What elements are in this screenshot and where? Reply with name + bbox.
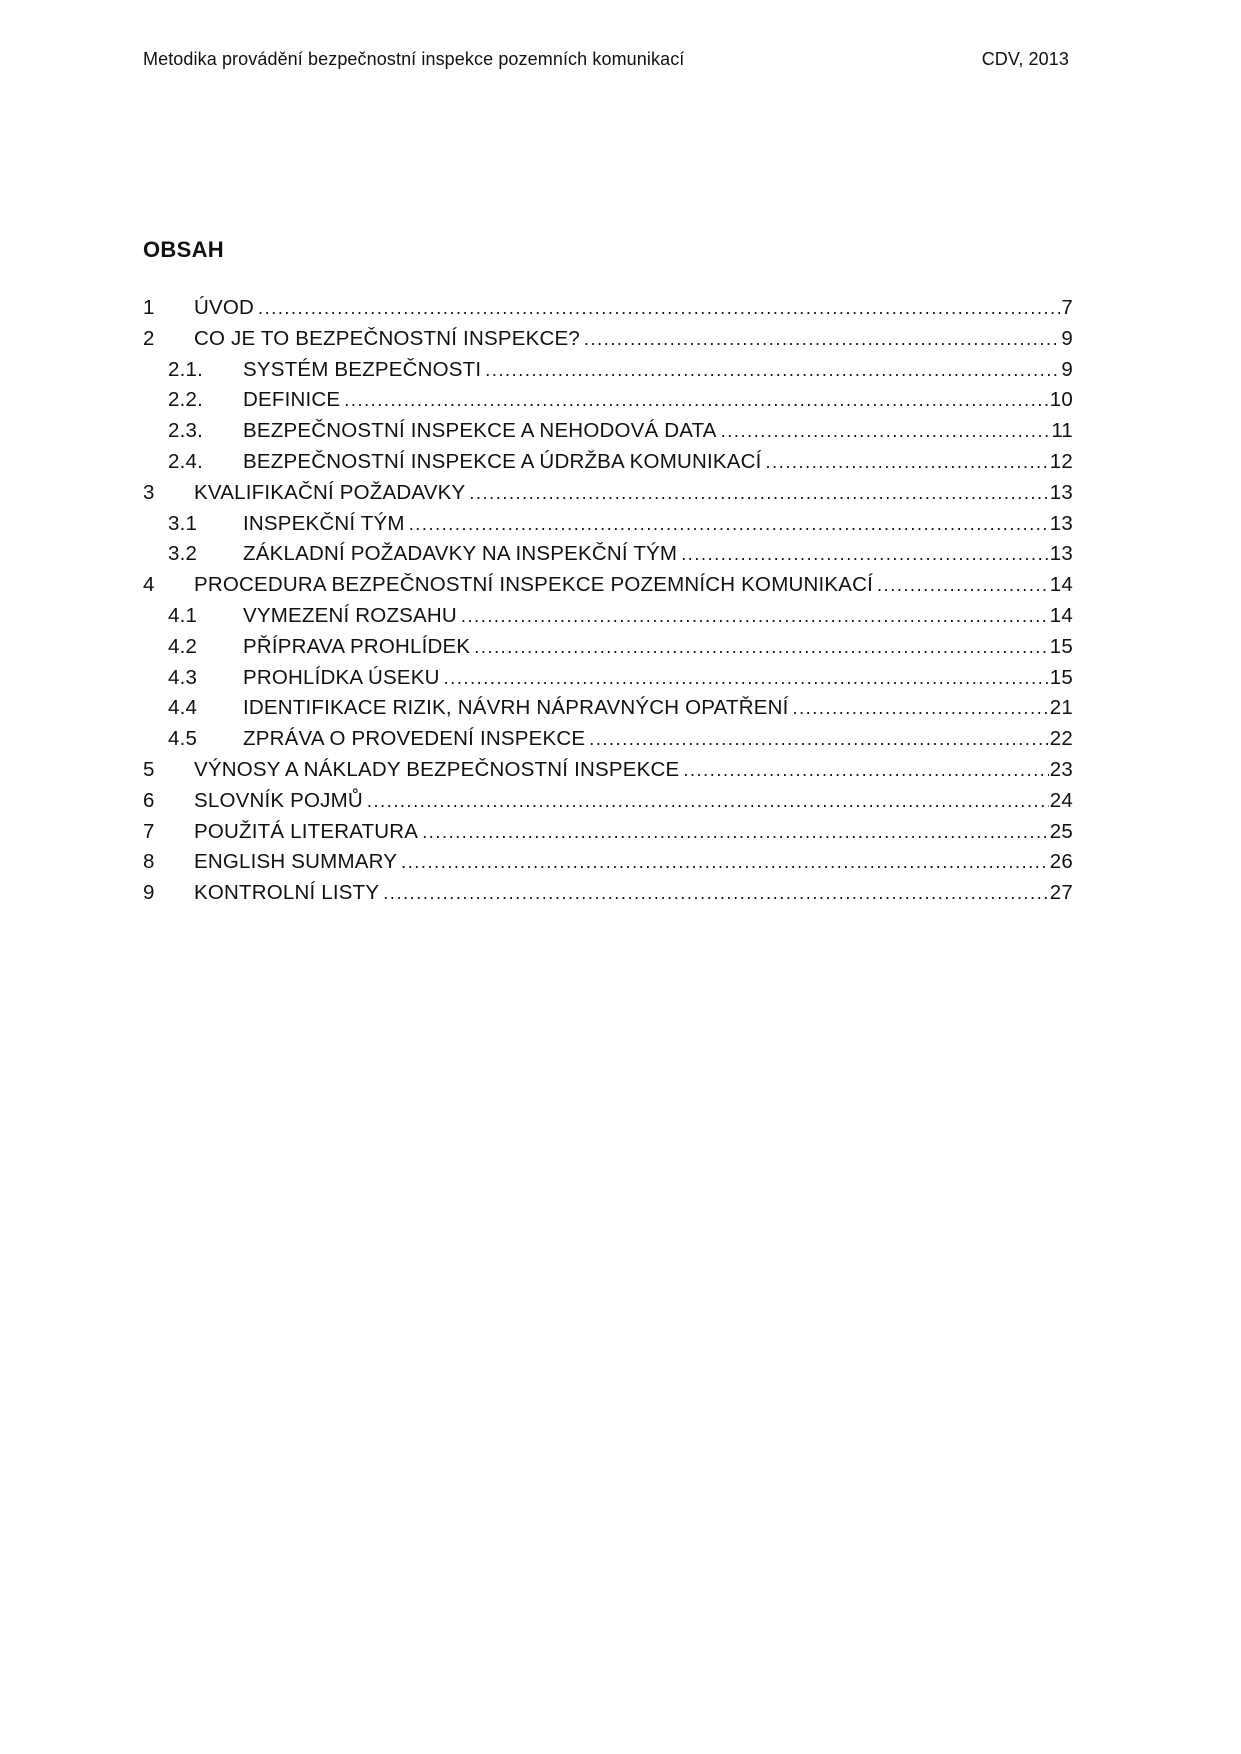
toc-entry-title[interactable]: ENGLISH SUMMARY — [194, 850, 398, 874]
toc-dot-leader — [367, 789, 1049, 813]
table-of-contents — [143, 296, 1073, 912]
header-document-title: Metodika provádění bezpečnostní inspekce pozemních komunikací — [143, 48, 685, 69]
toc-entry-title[interactable]: SLOVNÍK POJMŮ — [194, 788, 363, 812]
toc-dot-leader — [383, 881, 1049, 905]
toc-heading: OBSAH — [143, 237, 224, 262]
toc-entry-title[interactable]: INSPEKČNÍ TÝM — [243, 511, 405, 535]
toc-entry-title[interactable]: PROCEDURA BEZPEČNOSTNÍ INSPEKCE POZEMNÍCH KOMUNIKACÍ — [194, 573, 874, 597]
toc-dot-leader — [344, 388, 1049, 412]
toc-entry-page-number: 12 — [1049, 449, 1073, 473]
toc-entry-page-number: 14 — [1049, 603, 1073, 627]
toc-dot-leader — [683, 758, 1048, 782]
toc-entry-title[interactable]: VÝNOSY A NÁKLADY BEZPEČNOSTNÍ INSPEKCE — [194, 757, 680, 781]
toc-entry-page-number: 10 — [1049, 388, 1073, 412]
toc-dot-leader — [721, 419, 1051, 443]
toc-entry-page-number: 13 — [1049, 542, 1073, 566]
toc-entry-page-number: 27 — [1049, 881, 1073, 905]
toc-entry-number: 5 — [143, 757, 155, 781]
toc-entry-page-number: 26 — [1049, 850, 1073, 874]
toc-entry-number: 2.4. — [168, 449, 203, 473]
toc-entry-page-number: 15 — [1049, 665, 1073, 689]
toc-entry-title[interactable]: VYMEZENÍ ROZSAHU — [243, 603, 457, 627]
toc-entry-title[interactable]: KONTROLNÍ LISTY — [194, 881, 380, 905]
toc-entry[interactable] — [143, 635, 1073, 666]
toc-dot-leader — [681, 542, 1049, 566]
toc-entry-page-number: 22 — [1049, 727, 1073, 751]
toc-entry-number: 2 — [143, 326, 155, 350]
toc-entry-number: 1 — [143, 296, 155, 319]
toc-dot-leader — [409, 512, 1049, 536]
toc-dot-leader — [584, 327, 1060, 351]
toc-entry-page-number: 23 — [1049, 757, 1073, 781]
toc-entry-title[interactable]: PŘÍPRAVA PROHLÍDEK — [243, 634, 471, 658]
toc-entry-number: 8 — [143, 850, 155, 874]
toc-entry[interactable] — [143, 758, 1073, 789]
toc-entry-page-number: 25 — [1049, 819, 1073, 843]
header-publisher-year: CDV, 2013 — [981, 48, 1069, 69]
toc-entry-number: 2.2. — [168, 388, 203, 412]
toc-entry-title[interactable]: IDENTIFIKACE RIZIK, NÁVRH NÁPRAVNÝCH OPATŘENÍ — [243, 696, 789, 720]
toc-entry-title[interactable]: PROHLÍDKA ÚSEKU — [243, 665, 440, 689]
toc-entry-page-number: 9 — [1061, 326, 1073, 350]
toc-entry-title[interactable]: DEFINICE — [243, 388, 341, 412]
toc-entry[interactable] — [143, 881, 1073, 912]
toc-entry-page-number: 11 — [1051, 419, 1073, 443]
toc-entry-number: 7 — [143, 819, 155, 843]
toc-entry-title[interactable]: POUŽITÁ LITERATURA — [194, 819, 419, 843]
toc-entry-title[interactable]: BEZPEČNOSTNÍ INSPEKCE A NEHODOVÁ DATA — [243, 419, 717, 443]
toc-entry-title[interactable]: ÚVOD — [194, 296, 255, 319]
toc-entry-number: 4.5 — [168, 727, 198, 751]
toc-entry[interactable] — [143, 481, 1073, 512]
toc-entry-title[interactable]: ZÁKLADNÍ POŽADAVKY NA INSPEKČNÍ TÝM — [243, 542, 678, 566]
toc-entry-page-number: 13 — [1049, 480, 1073, 504]
toc-dot-leader — [485, 358, 1060, 382]
toc-entry-number: 9 — [143, 881, 155, 905]
toc-entry-number: 4.1 — [168, 603, 198, 627]
toc-entry-page-number: 7 — [1061, 296, 1073, 319]
toc-entry[interactable] — [143, 820, 1073, 851]
toc-entry[interactable] — [143, 789, 1073, 820]
toc-entry-page-number: 15 — [1049, 634, 1073, 658]
toc-entry-number: 2.1. — [168, 357, 203, 381]
toc-entry[interactable] — [143, 512, 1073, 543]
toc-entry-page-number: 14 — [1049, 573, 1073, 597]
toc-dot-leader — [258, 296, 1060, 320]
toc-dot-leader — [422, 820, 1049, 844]
toc-entry-number: 3.2 — [168, 542, 198, 566]
toc-entry-page-number: 24 — [1049, 788, 1073, 812]
toc-dot-leader — [444, 666, 1049, 690]
toc-dot-leader — [461, 604, 1049, 628]
toc-entry[interactable] — [143, 573, 1073, 604]
toc-entry[interactable] — [143, 850, 1073, 881]
toc-dot-leader — [589, 727, 1049, 751]
toc-entry-number: 3.1 — [168, 511, 198, 535]
toc-entry-title[interactable]: BEZPEČNOSTNÍ INSPEKCE A ÚDRŽBA KOMUNIKACÍ — [243, 449, 762, 473]
toc-entry-page-number: 13 — [1049, 511, 1073, 535]
toc-entry-number: 4.3 — [168, 665, 198, 689]
toc-entry-number: 3 — [143, 480, 155, 504]
toc-dot-leader — [469, 481, 1048, 505]
toc-entry-number: 2.3. — [168, 419, 203, 443]
toc-entry[interactable] — [143, 727, 1073, 758]
toc-entry-title[interactable]: KVALIFIKAČNÍ POŽADAVKY — [194, 480, 466, 504]
toc-dot-leader — [401, 850, 1049, 874]
toc-entry-number: 4.4 — [168, 696, 198, 720]
toc-entry[interactable] — [143, 358, 1073, 389]
toc-dot-leader — [474, 635, 1049, 659]
toc-entry[interactable] — [143, 450, 1073, 481]
toc-entry[interactable] — [143, 666, 1073, 697]
toc-entry[interactable] — [143, 604, 1073, 635]
toc-dot-leader — [877, 573, 1049, 597]
toc-entry-page-number: 9 — [1061, 357, 1073, 381]
toc-dot-leader — [792, 696, 1048, 720]
toc-dot-leader — [766, 450, 1049, 474]
toc-entry-title[interactable]: CO JE TO BEZPEČNOSTNÍ INSPEKCE? — [194, 326, 580, 350]
toc-entry[interactable] — [143, 327, 1073, 358]
toc-entry-number: 6 — [143, 788, 155, 812]
toc-entry[interactable] — [143, 296, 1073, 327]
toc-entry-page-number: 21 — [1049, 696, 1073, 720]
toc-entry-title[interactable]: SYSTÉM BEZPEČNOSTI — [243, 357, 482, 381]
toc-entry[interactable] — [143, 419, 1073, 450]
toc-entry[interactable] — [143, 696, 1073, 727]
toc-entry[interactable] — [143, 388, 1073, 419]
toc-entry[interactable] — [143, 542, 1073, 573]
page-header — [143, 46, 1069, 72]
toc-entry-title[interactable]: ZPRÁVA O PROVEDENÍ INSPEKCE — [243, 727, 586, 751]
toc-entry-number: 4 — [143, 573, 155, 597]
toc-entry-number: 4.2 — [168, 634, 198, 658]
